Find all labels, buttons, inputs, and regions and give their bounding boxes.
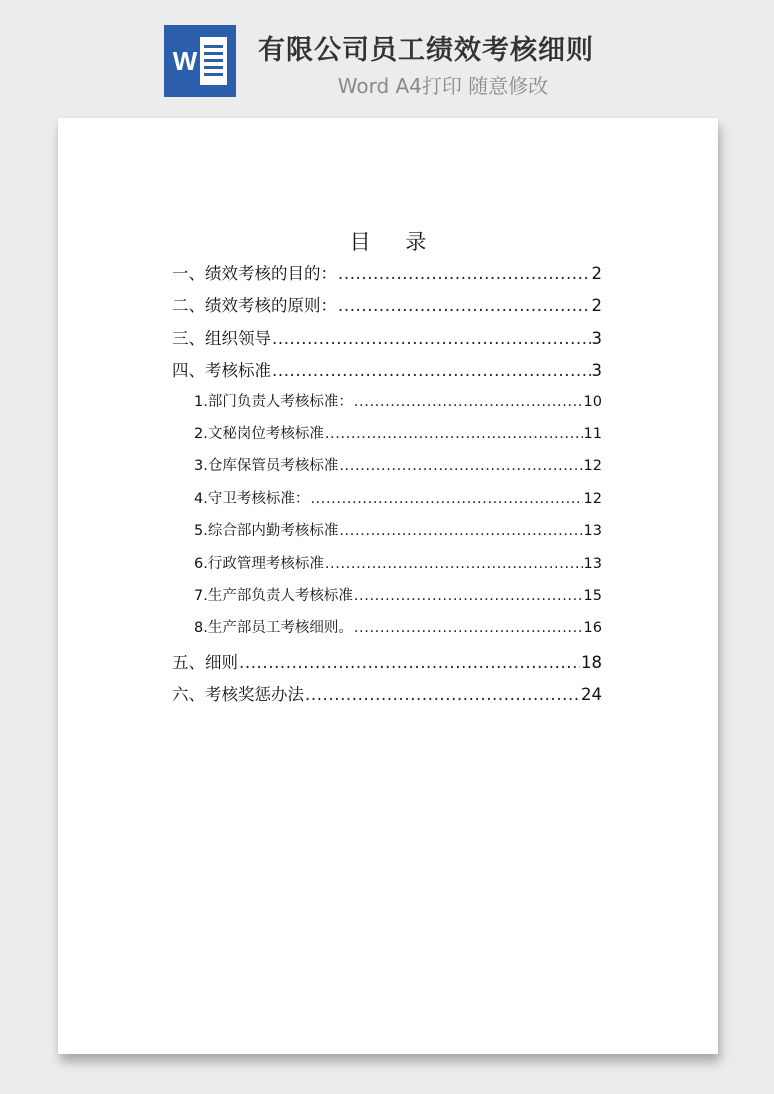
document-subtitle: Word A4打印 随意修改 — [337, 74, 549, 98]
document-title: 有限公司员工绩效考核细则 — [258, 35, 594, 66]
toc-subentry[interactable]: 6.行政管理考核标准 ..... 13 — [172, 552, 602, 584]
toc-entry[interactable]: 三、组织领导 ..... 3 — [172, 325, 602, 357]
svg-text:W: W — [172, 46, 198, 76]
toc-subentry[interactable]: 4.守卫考核标准： ..... 12 — [172, 487, 602, 519]
toc-entry[interactable]: 一、绩效考核的目的： ..... 2 — [172, 260, 602, 292]
word-document-icon — [164, 25, 236, 97]
toc-subentry[interactable]: 7.生产部负责人考核标准 ..... 15 — [172, 584, 602, 616]
toc-entry[interactable]: 五、细则 ..... 18 — [172, 649, 602, 681]
table-of-contents — [172, 260, 602, 713]
toc-subentry[interactable]: 8.生产部员工考核细则。 ..... 16 — [172, 616, 602, 648]
header — [0, 0, 774, 110]
toc-entry[interactable]: 四、考核标准 ..... 3 — [172, 357, 602, 389]
toc-subentry[interactable]: 2.文秘岗位考核标准 ..... 11 — [172, 422, 602, 454]
toc-entry[interactable]: 二、绩效考核的原则： ..... 2 — [172, 292, 602, 324]
toc-entry[interactable]: 六、考核奖惩办法 ..... 24 — [172, 681, 602, 713]
toc-subentry[interactable]: 5.综合部内勤考核标准 ..... 13 — [172, 519, 602, 551]
toc-subentry[interactable]: 3.仓库保管员考核标准 ..... 12 — [172, 454, 602, 486]
toc-subentry[interactable]: 1.部门负责人考核标准： ..... 10 — [172, 390, 602, 422]
document-page — [58, 118, 718, 1054]
toc-title: 目 录 — [349, 230, 441, 254]
